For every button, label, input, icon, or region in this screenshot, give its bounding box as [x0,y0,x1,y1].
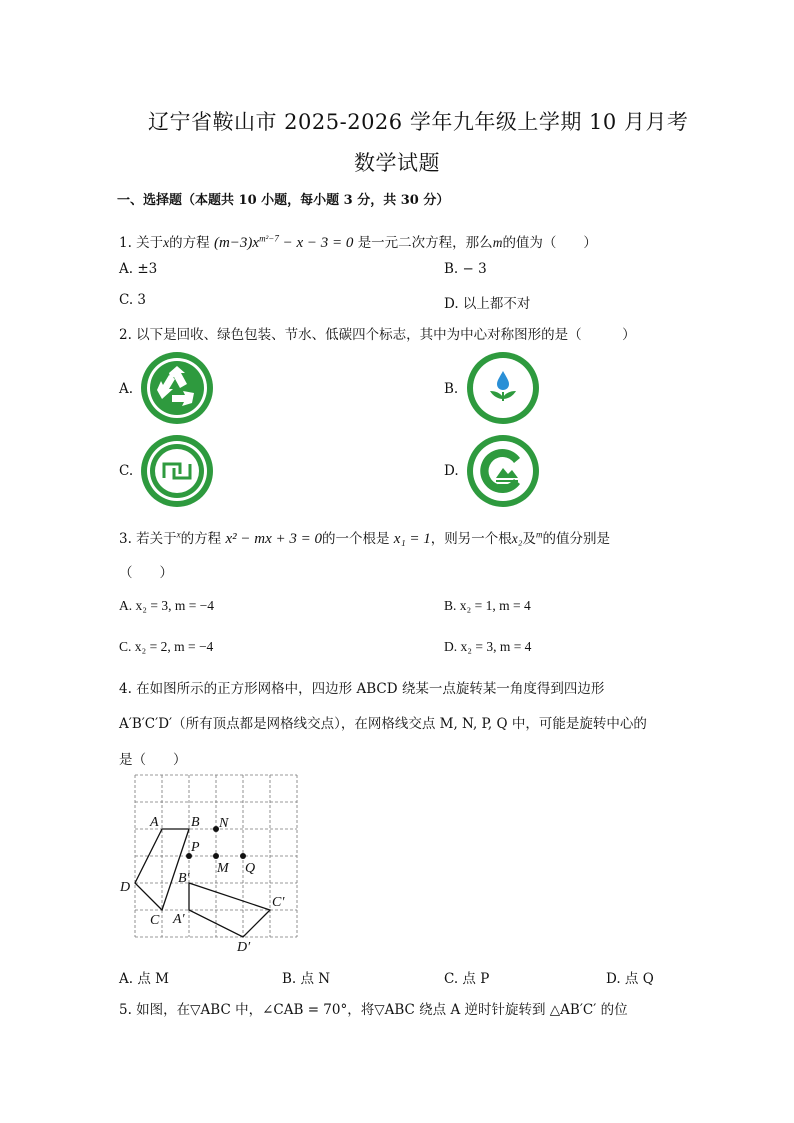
q1-end: 的值为（ ） [502,235,597,251]
q3-prefix: 3. 若关于 [119,531,177,547]
q3-mid3: ，则另一个根 [430,531,512,547]
q3-mid: 的方程 [180,531,222,547]
q3-m: m [535,529,543,540]
q4-line-3: 是（ ） [119,752,187,768]
low-carbon-logo-icon [466,434,540,508]
label-b-prime: B′ [178,871,190,886]
q3-option-a: A. x₂ = 3, m = −4 [119,598,215,613]
rotation-grid-figure [115,770,310,955]
label-c: C [150,913,160,928]
label-d-prime: D′ [237,940,251,955]
page-title: 辽宁省鞍山市 2025-2026 学年九年级上学期 10 月月考 [148,110,689,134]
label-m: M [217,861,229,876]
q3-end: 的值分别是 [542,531,610,547]
label-p: P [191,840,200,855]
q3-x2: x₂ [511,531,523,546]
q1-option-b: B. − 3 [444,261,487,277]
q3-equation: x² − mx + 3 = 0 [225,531,322,547]
q4-option-d: D. 点 Q [606,971,654,987]
q3-var: x [176,529,181,540]
label-a-prime: A′ [173,912,185,927]
q2-option-d-label: D. [444,463,459,479]
label-c-prime: C′ [272,895,285,910]
q3-mid4: 及 [522,531,536,547]
q1-exponent: m²−7 [259,233,279,244]
q1-var: x [163,235,170,250]
q3-option-c: C. x₂ = 2, m = −4 [119,639,214,654]
q3-paren: （ ） [119,565,173,581]
label-a: A [150,815,159,830]
q3-root: x₁ = 1 [393,531,431,547]
q3-mid2: 的一个根是 [321,531,390,547]
q1-var2: m [492,235,503,250]
q2-option-b-label: B. [444,381,459,397]
label-n: N [219,816,229,831]
question-1 [119,231,597,252]
q3-option-b: B. x₂ = 1, m = 4 [444,598,531,613]
point-m [213,853,219,859]
q3-option-d: D. x₂ = 3, m = 4 [444,639,532,654]
green-package-logo-icon [466,351,540,425]
q1-suffix: 是一元二次方程，那么 [357,235,493,251]
question-3 [119,527,610,548]
section-heading: 一、选择题（本题共 10 小题，每小题 3 分，共 30 分） [117,193,450,208]
q1-option-a: A. ±3 [119,261,158,277]
q4-line-1: 4. 在如图所示的正方形网格中，四边形 ABCD 绕某一点旋转某一角度得到四边形 [119,681,605,697]
q4-option-c: C. 点 P [444,971,490,987]
q1-equation-tail: − x − 3 = 0 [278,235,354,251]
recycle-logo-icon [140,351,214,425]
q1-prefix: 1. 关于 [119,235,164,251]
label-b: B [191,815,200,830]
label-d: D [120,880,131,895]
q1-option-d: D. 以上都不对 [444,296,531,312]
q1-equation: (m−3)x [213,235,260,251]
q1-option-c: C. 3 [119,292,147,308]
point-q [240,853,246,859]
q1-mid: 的方程 [169,235,210,251]
water-saving-logo-icon [140,434,214,508]
q2-option-c-label: C. [119,463,134,479]
label-q: Q [245,861,256,876]
page-subtitle: 数学试题 [354,151,440,175]
question-5: 5. 如图，在▽ABC 中，∠CAB = 70°，将▽ABC 绕点 A 逆时针旋转到 △AB′C′ 的位 [119,1002,628,1018]
question-2: 2. 以下是回收、绿色包装、节水、低碳四个标志，其中为中心对称图形的是（ ） [119,327,636,343]
q4-line-2: A′B′C′D′（所有顶点都是网格线交点），在网格线交点 M, N, P, Q 中，可能是旋转中心的 [119,716,647,732]
q2-option-a-label: A. [119,381,134,397]
q4-option-b: B. 点 N [282,971,331,987]
q4-option-a: A. 点 M [119,971,169,987]
